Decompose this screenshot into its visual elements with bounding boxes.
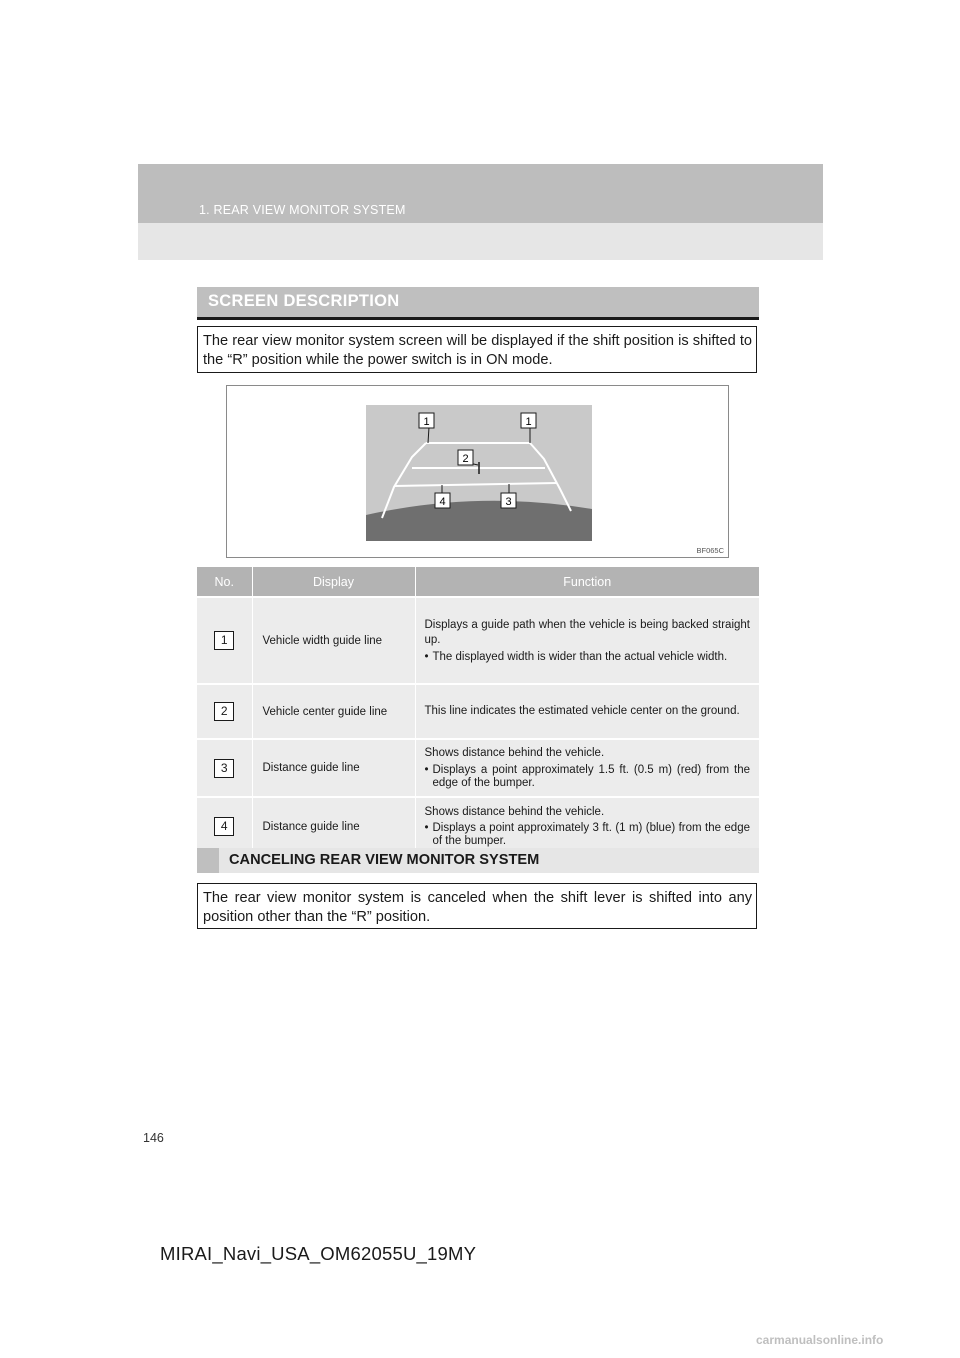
svg-text:3: 3 [505,496,512,508]
svg-text:2: 2 [462,453,469,465]
document-id: MIRAI_Navi_USA_OM62055U_19MY [160,1243,477,1264]
section-title-bar [197,287,759,320]
row-function [415,597,759,684]
canceling-text: The rear view monitor system is canceled when the shift lever is shifted into any position other than the “R” position. [203,890,752,925]
row-function [415,684,759,739]
row-display: Vehicle center guide line [252,684,415,739]
function-bullet: • The displayed width is wider than the actual vehicle width. [424,650,728,663]
table-header-row [197,567,759,597]
row-display: Distance guide line [252,739,415,797]
function-text: Shows distance behind the vehicle. [424,805,605,818]
callout-1a [419,413,434,428]
canceling-box [197,883,757,929]
callout-3 [501,493,516,508]
figure-code: BF065C [696,546,724,555]
table-row [197,739,759,797]
subsection-title: CANCELING REAR VIEW MONITOR SYSTEM [229,852,540,868]
header-function: Function [415,567,759,597]
function-text: Displays a guide path when the vehicle is being backed straight up. [424,618,750,646]
svg-text:1: 1 [525,416,532,428]
intro-text: The rear view monitor system screen will be displayed if the shift position is shifted to the “R” position while the power switch is in ON mode. [203,333,752,368]
row-function [415,739,759,797]
subsection-title-bar [197,848,759,873]
page-number: 146 [143,1131,164,1145]
row-number-badge: 2 [214,702,234,721]
section-title: SCREEN DESCRIPTION [208,292,400,310]
header-display: Display [252,567,415,597]
table-row [197,797,759,855]
rear-view-figure [226,385,729,558]
function-table [197,567,759,855]
row-number-badge: 3 [214,759,234,778]
section-name: 1. REAR VIEW MONITOR SYSTEM [199,203,406,217]
intro-box [197,326,757,373]
function-text: This line indicates the estimated vehicle center on the ground. [424,704,740,717]
function-text: Shows distance behind the vehicle. [424,747,605,760]
callout-2 [458,450,473,465]
function-bullet: • Displays a point approximately 3 ft. (1 m) (blue) from the edge of the bumper. [424,822,750,848]
row-display: Vehicle width guide line [252,597,415,684]
watermark: carmanualsonline.info [756,1333,884,1347]
row-display: Distance guide line [252,797,415,855]
callout-1b [521,413,536,428]
callout-4 [435,493,450,508]
header-no: No. [197,567,252,597]
svg-text:1: 1 [423,416,430,428]
function-bullet: • Displays a point approximately 1.5 ft. (0.5 m) (red) from the edge of the bumper. [424,763,750,789]
row-function [415,797,759,855]
row-number-badge: 4 [214,817,234,836]
subsection-marker [197,848,219,873]
table-row [197,597,759,684]
svg-text:4: 4 [439,496,446,508]
row-number-badge: 1 [214,631,234,650]
monitor-screen-illustration [366,405,592,541]
table-row [197,684,759,739]
